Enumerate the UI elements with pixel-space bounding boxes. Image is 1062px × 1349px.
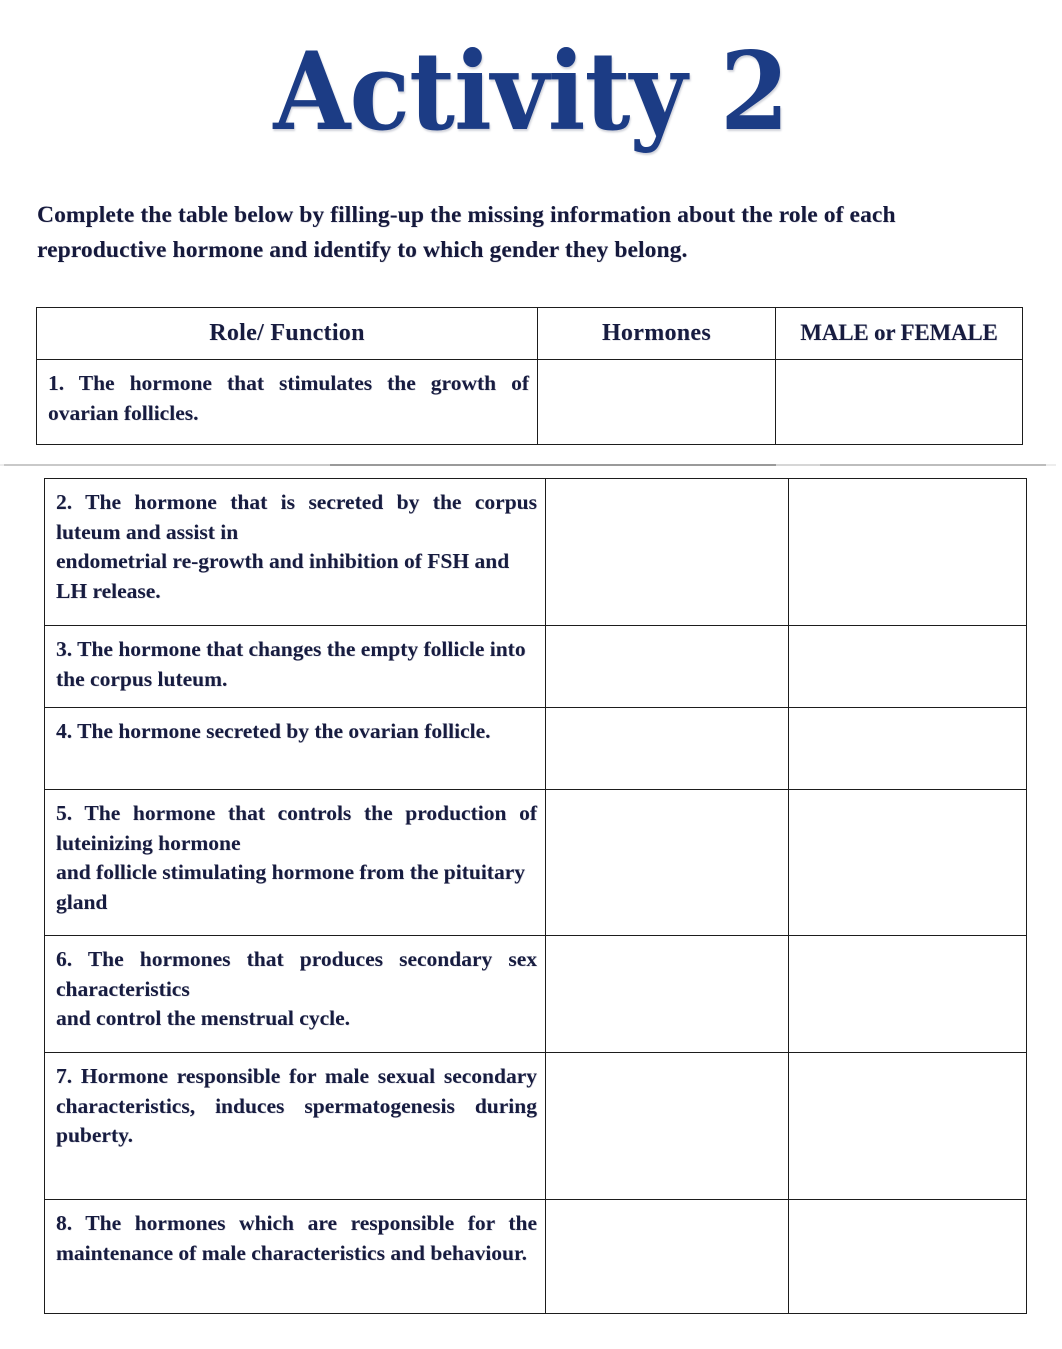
page-title: Activity 2	[273, 29, 789, 155]
role-function-text-3: 3. The hormone that changes the empty follicle into the corpus luteum.	[56, 637, 526, 691]
page-separator-line	[0, 464, 1062, 468]
gender-answer-1[interactable]	[776, 360, 1022, 377]
worksheet-table-part-one	[36, 307, 1023, 445]
role-function-text-6-line1: 6. The hormones that produces secondary sex characteristics	[56, 947, 537, 1001]
cell-role-function-2	[45, 479, 546, 626]
cell-hormones-2[interactable]	[546, 479, 789, 626]
header-label-gender: MALE or FEMALE	[800, 320, 998, 345]
cell-role-function-4	[45, 708, 546, 790]
hormones-answer-6[interactable]	[546, 936, 788, 953]
gender-answer-5[interactable]	[789, 790, 1026, 807]
cell-gender-5[interactable]	[789, 790, 1027, 936]
cell-gender-2[interactable]	[789, 479, 1027, 626]
header-cell-hormones	[538, 308, 776, 360]
hormones-answer-7[interactable]	[546, 1053, 788, 1070]
cell-role-function-3	[45, 626, 546, 708]
gender-answer-8[interactable]	[789, 1200, 1026, 1217]
worksheet-table-part-two	[44, 478, 1027, 1314]
cell-gender-6[interactable]	[789, 936, 1027, 1053]
cell-hormones-1[interactable]	[538, 360, 776, 445]
hormones-answer-3[interactable]	[546, 626, 788, 643]
role-function-text-4: 4. The hormone secreted by the ovarian follicle.	[56, 719, 491, 743]
table-header-row	[37, 308, 1023, 360]
cell-gender-8[interactable]	[789, 1200, 1027, 1314]
role-function-text-5-line1: 5. The hormone that controls the production of luteinizing hormone	[56, 801, 537, 855]
cell-gender-3[interactable]	[789, 626, 1027, 708]
table-row	[45, 708, 1027, 790]
cell-hormones-4[interactable]	[546, 708, 789, 790]
table-row	[45, 790, 1027, 936]
table-row	[45, 1053, 1027, 1200]
cell-role-function-7	[45, 1053, 546, 1200]
cell-hormones-3[interactable]	[546, 626, 789, 708]
cell-role-function-5	[45, 790, 546, 936]
header-cell-role-function	[37, 308, 538, 360]
role-function-text-6	[45, 936, 545, 1042]
header-cell-gender	[776, 308, 1023, 360]
gender-answer-2[interactable]	[789, 479, 1026, 496]
cell-gender-7[interactable]	[789, 1053, 1027, 1200]
cell-role-function-1	[37, 360, 538, 445]
role-function-text-1: 1. The hormone that stimulates the growth of ovarian follicles.	[48, 371, 529, 425]
cell-hormones-7[interactable]	[546, 1053, 789, 1200]
role-function-text-2-line2: endometrial re-growth and inhibition of FSH and LH release.	[56, 549, 510, 603]
role-function-text-8: 8. The hormones which are responsible for the maintenance of male characteristics and behaviour.	[56, 1211, 537, 1265]
hormones-answer-4[interactable]	[546, 708, 788, 725]
table-row	[45, 936, 1027, 1053]
hormones-answer-2[interactable]	[546, 479, 788, 496]
separator-segment-left	[4, 464, 330, 466]
cell-gender-1[interactable]	[776, 360, 1023, 445]
title-container	[0, 29, 1062, 155]
table-row	[45, 479, 1027, 626]
hormones-answer-5[interactable]	[546, 790, 788, 807]
cell-hormones-5[interactable]	[546, 790, 789, 936]
cell-hormones-6[interactable]	[546, 936, 789, 1053]
table-row	[37, 360, 1023, 445]
header-label-hormones: Hormones	[601, 320, 712, 346]
gender-answer-4[interactable]	[789, 708, 1026, 725]
table-row	[45, 1200, 1027, 1314]
gender-answer-3[interactable]	[789, 626, 1026, 643]
hormones-answer-1[interactable]	[538, 360, 775, 377]
instructions-paragraph: Complete the table below by filling-up the missing information about the role of each reproductive hormone and identify to which gender they belong.	[37, 202, 896, 263]
role-function-text-5-line2: and follicle stimulating hormone from the pituitary gland	[56, 860, 526, 914]
cell-role-function-8	[45, 1200, 546, 1314]
gender-answer-7[interactable]	[789, 1053, 1026, 1070]
cell-role-function-6	[45, 936, 546, 1053]
role-function-text-6-line2: and control the menstrual cycle.	[56, 1006, 350, 1031]
cell-gender-4[interactable]	[789, 708, 1027, 790]
hormones-answer-8[interactable]	[546, 1200, 788, 1217]
header-label-role-function: Role/ Function	[209, 320, 365, 346]
table-row	[45, 626, 1027, 708]
role-function-text-2	[45, 479, 545, 615]
role-function-text-2-line1: 2. The hormone that is secreted by the corpus luteum and assist in	[56, 490, 537, 544]
role-function-text-5	[45, 790, 545, 926]
separator-segment-middle	[330, 464, 776, 466]
role-function-text-7: 7. Hormone responsible for male sexual secondary characteristics, induces spermatogenesis during puberty.	[56, 1064, 537, 1148]
separator-segment-shadow	[820, 464, 1046, 466]
cell-hormones-8[interactable]	[546, 1200, 789, 1314]
gender-answer-6[interactable]	[789, 936, 1026, 953]
